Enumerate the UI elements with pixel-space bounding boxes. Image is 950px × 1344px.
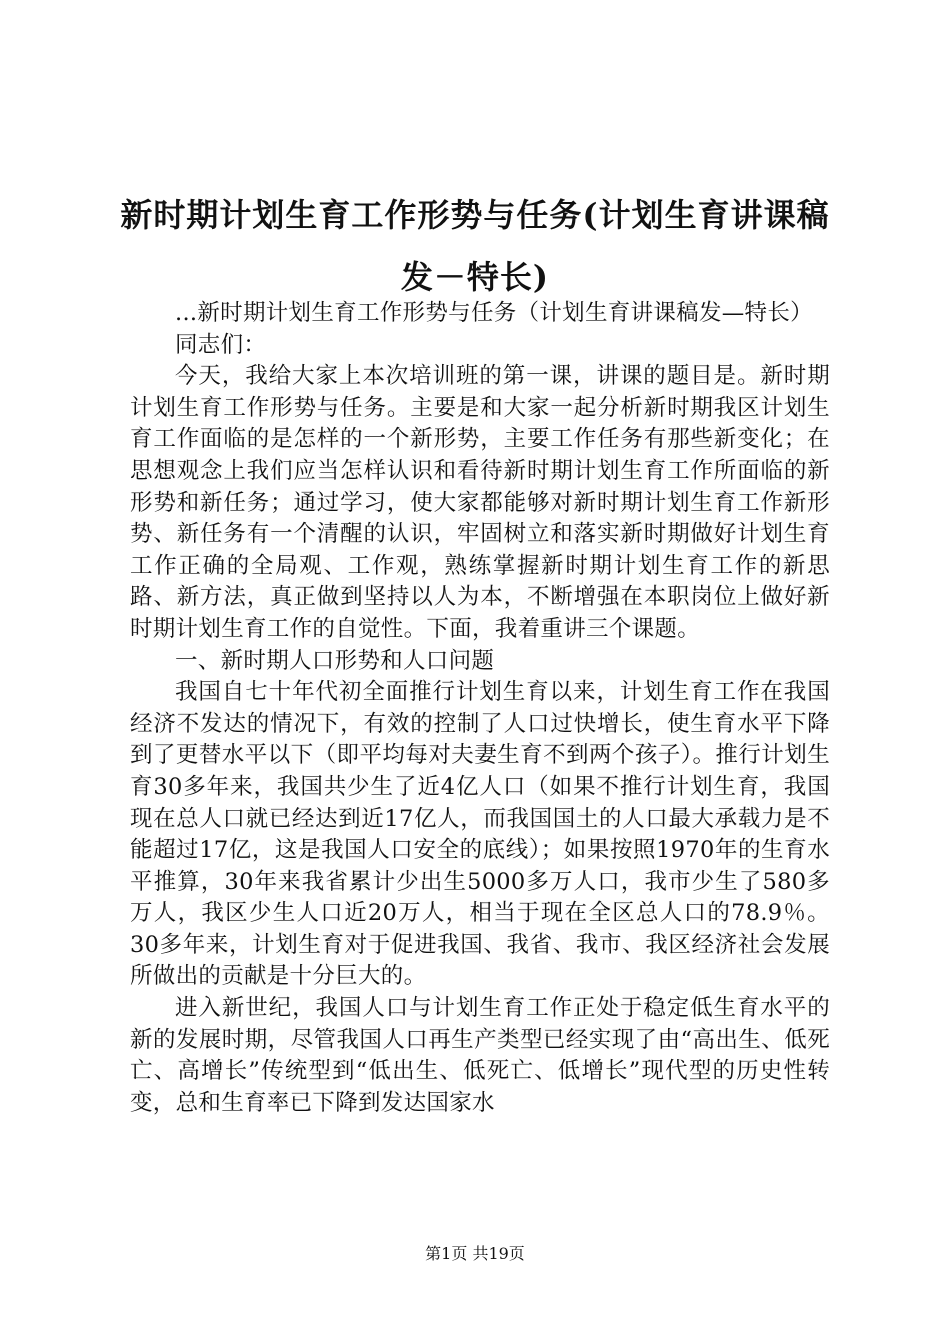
paragraph-intro: ...新时期计划生育工作形势与任务（计划生育讲课稿发—特长） [175, 300, 813, 326]
document-body [130, 298, 830, 1119]
paragraph-opening: 今天，我给大家上本次培训班的第一课，讲课的题目是。新时期计划生育工作形势与任务。主要是和大家一起分析新时期我区计划生育工作面临的是怎样的一个新形势，主要工作任务有那些新变化；在思想观念上我们应当怎样认识和看待新时期计划生育工作所面临的新形势和新任务；通过学习，使大家都能够对新时期计划生育工作新形势、新任务有一个清醒的认识，牢固树立和落实新时期做好计划生育工作正确的全局观、工作观，熟练掌握新时期计划生育工作的新思路、新方法，真正做到坚持以人为本，不断增强在本职岗位上做好新时期计划生育工作的自觉性。下面，我着重讲三个课题。 [130, 363, 830, 642]
paragraph-history: 我国自七十年代初全面推行计划生育以来，计划生育工作在我国经济不发达的情况下，有效的控制了人口过快增长，使生育水平下降到了更替水平以下（即平均每对夫妻生育不到两个孩子）。推行计划生育30多年来，我国共少生了近4亿人口（如果不推行计划生育，我国现在总人口就已经达到近17亿人，而我国国土的人口最大承载力是不能超过17亿，这是我国人口安全的底线）；如果按照1970年的生育水平推算，30年来我省累计少出生5000多万人口，我市少生了580多万人，我区少生人口近20万人，相当于现在全区总人口的78.9％。30多年来，计划生育对于促进我国、我省、我市、我区经济社会发展所做出的贡献是十分巨大的。 [130, 679, 830, 990]
paragraph-new-century: 进入新世纪，我国人口与计划生育工作正处于稳定低生育水平的新的发展时期，尽管我国人口再生产类型已经实现了由“高出生、低死亡、高增长”传统型到“低出生、低死亡、低增长”现代型的历史性转变，总和生育率已下降到发达国家水 [130, 995, 830, 1116]
page-number-footer: 第1页 共19页 [425, 1244, 525, 1263]
section-heading-1: 一、新时期人口形势和人口问题 [175, 647, 495, 674]
paragraph-salutation: 同志们： [175, 331, 267, 358]
document-title: 新时期计划生育工作形势与任务(计划生育讲课稿发－特长) [120, 196, 830, 296]
